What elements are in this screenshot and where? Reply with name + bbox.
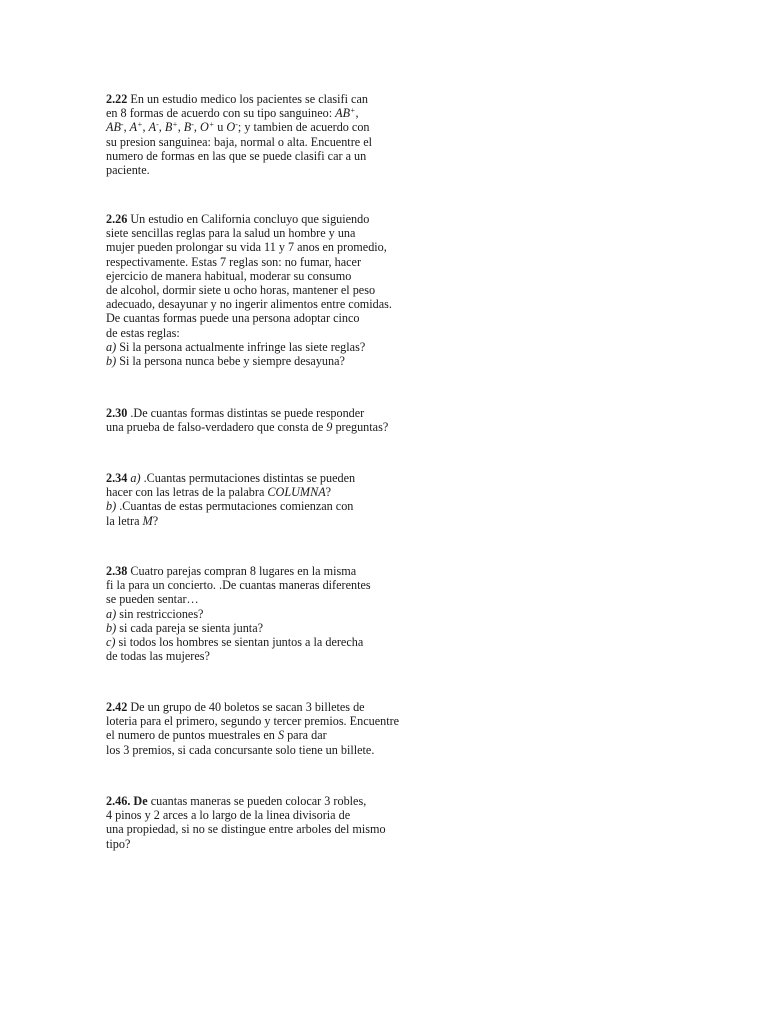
problem-text: para dar	[284, 728, 327, 743]
problem-line	[106, 485, 406, 499]
problem-line	[106, 212, 406, 226]
problem-text: numero de formas en las que se puede clasifi car a un	[106, 148, 367, 163]
problem-line	[106, 297, 406, 311]
problem-text: AB	[106, 120, 121, 135]
problem-text: la letra	[106, 513, 143, 528]
problem-line	[106, 283, 406, 297]
problem-line	[106, 837, 406, 851]
problem-line	[106, 808, 406, 822]
problem-text: .Cuantas de estas permutaciones comienzan con	[116, 499, 354, 514]
problem-line	[106, 311, 406, 325]
problem-text: +	[137, 120, 143, 130]
problem-line	[106, 794, 406, 808]
problem-number: 2.38	[106, 564, 128, 578]
problem-text: una prueba de falso-verdadero que consta de	[106, 420, 327, 435]
problem-line	[106, 354, 406, 368]
problem-line	[106, 635, 406, 649]
problem-text: ,	[177, 120, 184, 135]
problem-2-34	[106, 471, 406, 528]
problem-text: Un estudio en California concluyo que siguiendo	[127, 212, 370, 226]
problem-text: hacer con las letras de la palabra	[106, 485, 268, 500]
problem-text: cuantas maneras se pueden colocar 3 robles,	[147, 794, 367, 808]
problem-text: una propiedad, si no se distingue entre arboles del mismo	[106, 822, 386, 837]
problem-line	[106, 514, 406, 528]
problem-text: a)	[106, 339, 117, 354]
problem-number: 2.22	[106, 92, 128, 106]
problem-2-30	[106, 406, 406, 434]
problem-text: B	[164, 120, 173, 135]
problem-line	[106, 607, 406, 621]
problem-text: paciente.	[106, 162, 150, 177]
problem-line	[106, 499, 406, 513]
problem-text: preguntas?	[332, 420, 389, 435]
problem-text: .Cuantas permutaciones distintas se pueden	[140, 471, 356, 485]
problem-line	[106, 564, 406, 578]
problem-text: +	[350, 106, 356, 116]
problem-line	[106, 728, 406, 742]
problem-text: si cada pareja se sienta junta?	[116, 620, 264, 635]
problem-text: Si la persona actualmente infringe las siete reglas?	[116, 339, 366, 354]
problem-line	[106, 255, 406, 269]
problem-text: ,	[158, 120, 165, 135]
problem-text: B	[183, 120, 192, 135]
problem-line	[106, 743, 406, 757]
problem-text: AB	[335, 106, 351, 121]
problem-line	[106, 340, 406, 354]
problem-text: a)	[106, 606, 117, 621]
problem-line	[106, 592, 406, 606]
problem-text: Cuatro parejas compran 8 lugares en la misma	[127, 564, 357, 578]
problem-line	[106, 420, 406, 434]
problem-line	[106, 700, 406, 714]
problem-text: De cuantas formas puede una persona adoptar cinco	[106, 311, 360, 326]
problem-text: de todas las mujeres?	[106, 649, 210, 664]
problem-text: S	[277, 728, 285, 743]
problem-line	[106, 240, 406, 254]
problem-line	[106, 822, 406, 836]
problem-line	[106, 326, 406, 340]
problem-text: b)	[106, 353, 117, 368]
problem-text: siete sencillas reglas para la salud un hombre y una	[106, 226, 356, 241]
problem-text: -	[235, 120, 238, 130]
problem-line	[106, 120, 406, 134]
problem-line	[106, 714, 406, 728]
problem-text: sin restricciones?	[116, 606, 204, 621]
problem-line	[106, 649, 406, 663]
problem-line	[106, 269, 406, 283]
problem-number: 2.42	[106, 700, 128, 714]
problem-line	[106, 226, 406, 240]
problem-2-26	[106, 212, 406, 368]
problem-text: 9	[326, 420, 333, 435]
problem-line	[106, 106, 406, 120]
problem-text: los 3 premios, si cada concursante solo tiene un billete.	[106, 742, 375, 757]
problem-text: -	[120, 120, 124, 130]
problem-text: O	[226, 120, 236, 135]
problem-text: su presion sanguinea: baja, normal o alta. Encuentre el	[106, 134, 373, 149]
problem-number: 2.26	[106, 212, 128, 226]
problem-text: de alcohol, dormir siete u ocho horas, mantener el peso	[106, 282, 376, 297]
problem-text: 4 pinos y 2 arces a lo largo de la linea divisoria de	[106, 808, 351, 823]
problem-text: O	[200, 120, 209, 135]
problem-2-42	[106, 700, 406, 757]
problem-number: 2.34	[106, 471, 128, 485]
problem-text: .De cuantas formas distintas se puede responder	[127, 406, 365, 420]
problem-line	[106, 92, 406, 106]
problem-text: +	[172, 120, 178, 130]
problem-text: -	[191, 120, 194, 130]
problem-line	[106, 406, 406, 420]
problem-text: ejercicio de manera habitual, moderar su consumo	[106, 268, 352, 283]
problem-text: ,	[193, 120, 200, 135]
problem-text: respectivamente. Estas 7 reglas son: no fumar, hacer	[106, 254, 362, 269]
problem-text: mujer pueden prolongar su vida 11 y 7 anos en promedio,	[106, 240, 387, 255]
problem-line	[106, 471, 406, 485]
problem-number: 2.30	[106, 406, 128, 420]
problem-text: de estas reglas:	[106, 325, 180, 340]
problem-line	[106, 149, 406, 163]
problem-text: en 8 formas de acuerdo con su tipo sanguineo:	[106, 106, 336, 121]
problem-text: c)	[106, 634, 116, 649]
problem-text: ,	[355, 106, 359, 121]
problem-text: +	[208, 120, 215, 130]
problem-text: ?	[325, 485, 332, 500]
problem-text: b)	[106, 620, 117, 635]
problem-text: si todos los hombres se sientan juntos a la derecha	[115, 634, 364, 649]
problem-text: loteria para el primero, segundo y tercer premios. Encuentre	[106, 714, 400, 729]
problem-line	[106, 621, 406, 635]
problem-line	[106, 135, 406, 149]
problem-text: ,	[142, 120, 149, 135]
problem-text: ,	[123, 120, 130, 135]
problem-line	[106, 578, 406, 592]
problem-text: fi la para un concierto. .De cuantas maneras diferentes	[106, 578, 371, 593]
problem-2-22	[106, 92, 406, 177]
problem-text: M	[142, 513, 153, 528]
problem-text: tipo?	[106, 836, 131, 851]
problem-text: De un grupo de 40 boletos se sacan 3 billetes de	[127, 700, 365, 714]
problem-text: Si la persona nunca bebe y siempre desayuna?	[116, 353, 345, 368]
problem-number: 2.46. De	[106, 794, 148, 808]
problem-text: A	[129, 120, 138, 135]
problem-text: se pueden sentar…	[106, 592, 199, 607]
problem-text: ?	[152, 513, 159, 528]
problem-text: u	[214, 120, 227, 135]
problem-text: a)	[130, 471, 141, 485]
problem-text: el numero de puntos muestrales en	[106, 728, 278, 743]
problem-text: En un estudio medico los pacientes se clasifi can	[127, 92, 368, 106]
problem-2-46	[106, 794, 406, 851]
problem-text: b)	[106, 499, 117, 514]
problem-text: ; y tambien de acuerdo con	[237, 120, 370, 135]
problem-line	[106, 163, 406, 177]
problem-text: A	[148, 120, 157, 135]
problem-text: COLUMNA	[267, 485, 326, 500]
problem-text: -	[156, 120, 159, 130]
problem-2-38	[106, 564, 406, 663]
problem-text: adecuado, desayunar y no ingerir alimentos entre comidas.	[106, 297, 392, 312]
